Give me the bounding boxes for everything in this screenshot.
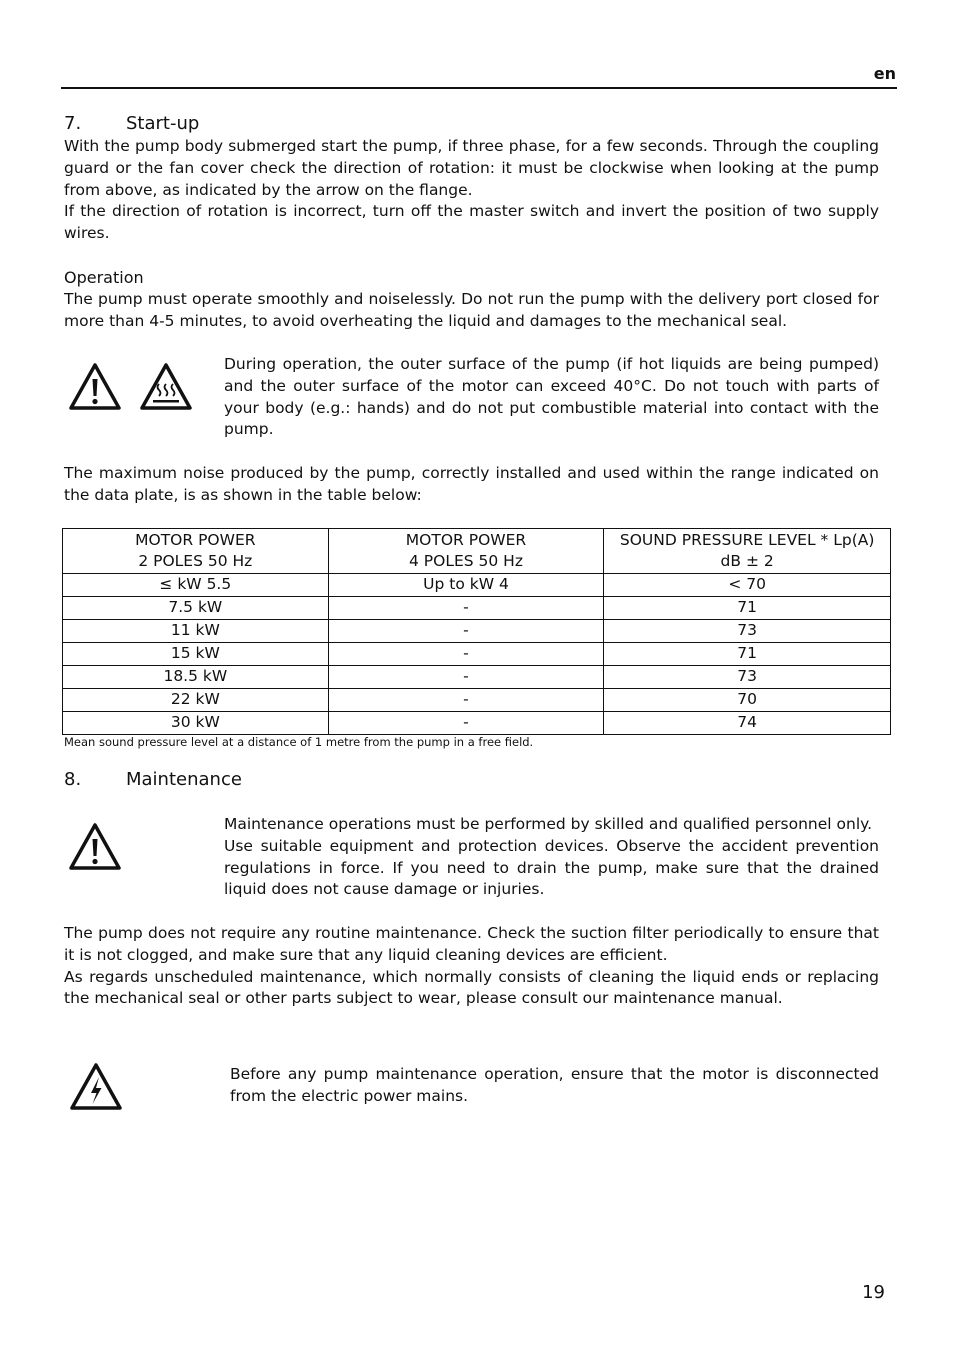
operation-paragraph: The pump must operate smoothly and noiselessly. Do not run the pump with the delivery port closed for more than 4-5 minutes, to avoid overheating the liquid and damages to the mechanical seal.: [64, 290, 879, 330]
section-title: Maintenance: [126, 769, 242, 790]
section-number: 8.: [64, 769, 82, 790]
table-row: [63, 689, 891, 712]
maintenance-warning-text: [224, 814, 879, 901]
table-cell: 30 kW: [63, 712, 329, 735]
header-line: 2 POLES 50 Hz: [138, 552, 253, 570]
table-row: [63, 712, 891, 735]
table-row: [63, 574, 891, 597]
maintenance-warning-line-1: Maintenance operations must be performed by skilled and qualified personnel only.: [224, 815, 873, 833]
header-sound-pressure-level: [604, 529, 891, 574]
general-warning-icon: [68, 822, 122, 872]
table-cell: 11 kW: [63, 620, 329, 643]
page-number: 19: [862, 1282, 885, 1303]
table-cell: 22 kW: [63, 689, 329, 712]
general-warning-icon: [68, 362, 122, 412]
header-line: MOTOR POWER: [135, 530, 256, 549]
table-cell: -: [328, 620, 604, 643]
table-footnote: Mean sound pressure level at a distance of 1 metre from the pump in a free field.: [64, 735, 534, 749]
operation-subheading: Operation: [64, 268, 144, 287]
startup-paragraph-1: With the pump body submerged start the pump, if three phase, for a few seconds. Through the coupling guard or the fan cover check the direction of rotation: it must be clockwise when looking at the pump from above, as indicated by the arrow on the flange.: [64, 137, 879, 199]
hot-surface-warning-text: During operation, the outer surface of the pump (if hot liquids are being pumped) and the outer surface of the motor can exceed 40°C. Do not touch with parts of your body (e.g.: hands) and do not put combustible material into contact with the pump.: [224, 355, 879, 439]
table-cell: 70: [604, 689, 891, 712]
table-cell: 18.5 kW: [63, 666, 329, 689]
table-cell: 71: [604, 597, 891, 620]
table-cell: -: [328, 643, 604, 666]
table-cell: < 70: [604, 574, 891, 597]
section-number: 7.: [64, 113, 82, 134]
header-motor-power-4-poles: [328, 529, 604, 574]
noise-table: [62, 528, 891, 735]
table-cell: 73: [604, 666, 891, 689]
header-line: SOUND PRESSURE LEVEL * Lp(A): [619, 530, 875, 549]
table-row: [63, 666, 891, 689]
table-cell: -: [328, 597, 604, 620]
table-row: [63, 643, 891, 666]
noise-intro-paragraph: The maximum noise produced by the pump, correctly installed and used within the range indicated on the data plate, is as shown in the table below:: [64, 464, 879, 504]
table-row: [63, 620, 891, 643]
table-cell: 73: [604, 620, 891, 643]
table-cell: -: [328, 666, 604, 689]
table-cell: Up to kW 4: [328, 574, 604, 597]
maintenance-paragraph-2: As regards unscheduled maintenance, which normally consists of cleaning the liquid ends or replacing the mechanical seal or other parts subject to wear, please consult our maintenance manual.: [64, 967, 879, 1008]
table-cell: -: [328, 689, 604, 712]
header-line: 4 POLES 50 Hz: [408, 552, 523, 570]
header-rule: [61, 87, 897, 89]
startup-text: [64, 136, 879, 245]
header-motor-power-2-poles: [63, 529, 329, 574]
section-heading-maintenance: [64, 769, 242, 790]
maintenance-paragraph-1: The pump does not require any routine maintenance. Check the suction filter periodically to ensure that it is not clogged, and make sure that any liquid cleaning devices are efficient.: [64, 924, 879, 964]
table-cell: 71: [604, 643, 891, 666]
table-cell: 7.5 kW: [63, 597, 329, 620]
table-row: [63, 597, 891, 620]
electric-hazard-icon: [69, 1062, 123, 1112]
section-heading-startup: [64, 113, 199, 134]
section-title: Start-up: [126, 113, 200, 134]
language-code: en: [873, 64, 896, 83]
table-cell: ≤ kW 5.5: [63, 574, 329, 597]
table-cell: 74: [604, 712, 891, 735]
electric-warning-text: Before any pump maintenance operation, ensure that the motor is disconnected from the electric power mains.: [230, 1065, 879, 1105]
header-line: MOTOR POWER: [405, 530, 527, 549]
table-cell: 15 kW: [63, 643, 329, 666]
table-header-row: [63, 529, 891, 574]
maintenance-warning-line-2: Use suitable equipment and protection devices. Observe the accident prevention regulations in force. If you need to drain the pump, make sure that the drained liquid does not cause damage or injuries.: [224, 836, 879, 899]
table-cell: -: [328, 712, 604, 735]
hot-surface-icon: [139, 362, 193, 412]
header-line: dB ± 2: [720, 552, 774, 570]
startup-paragraph-2: If the direction of rotation is incorrect, turn off the master switch and invert the position of two supply wires.: [64, 202, 879, 243]
maintenance-text: [64, 923, 879, 1010]
